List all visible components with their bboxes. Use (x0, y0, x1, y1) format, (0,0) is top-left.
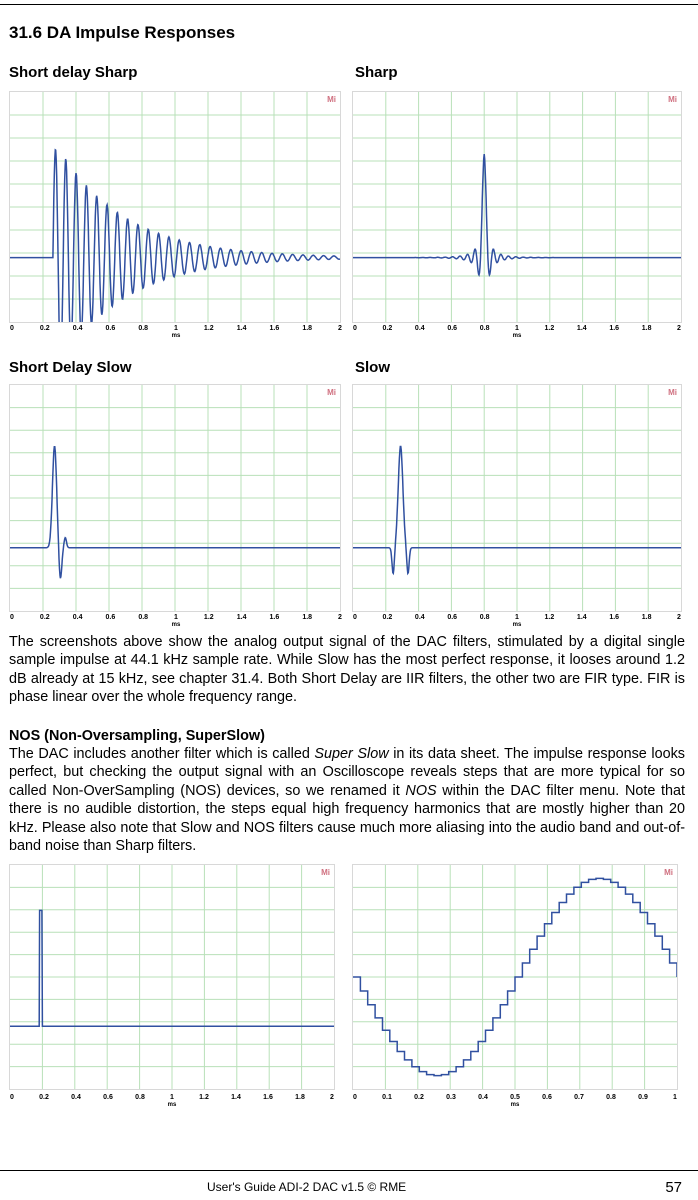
x-tick-label: 0.1 (382, 1094, 392, 1101)
x-tick-label: 0.6 (447, 614, 458, 621)
paragraph-nos (9, 745, 685, 855)
x-tick-label: 1.4 (236, 325, 247, 332)
x-tick-label: 0.4 (71, 1094, 81, 1101)
mi-badge: Mi (327, 95, 336, 104)
plot-svg (353, 865, 677, 1089)
x-tick-label: 1 (174, 325, 178, 332)
paragraph-nos-emphasis-2: NOS (405, 782, 437, 799)
plot-sharp (352, 91, 682, 323)
x-tick-label: 1.8 (302, 325, 313, 332)
x-axis (355, 614, 679, 630)
x-tick-label: 1.2 (203, 614, 214, 621)
x-tick-label: 0.4 (414, 614, 425, 621)
x-tick-label: 2 (677, 325, 681, 332)
plot-svg (353, 385, 681, 611)
plot-svg (10, 865, 334, 1089)
x-tick-label: 0.8 (138, 614, 149, 621)
x-tick-label: 0.8 (479, 325, 490, 332)
mi-badge: Mi (664, 868, 673, 877)
x-tick-label: 0 (353, 1094, 357, 1101)
x-unit-label: ms (167, 1102, 177, 1108)
x-tick-label: 1 (673, 1094, 677, 1101)
x-tick-label: 1.8 (641, 325, 652, 332)
x-tick-label: 1 (515, 614, 519, 621)
plot-short-delay-slow (9, 384, 341, 612)
x-tick-label: 1.2 (203, 325, 214, 332)
x-tick-label: 0 (10, 1094, 14, 1101)
x-unit-label: ms (171, 333, 181, 339)
x-unit-label: ms (171, 622, 181, 628)
x-axis (12, 614, 340, 630)
x-tick-label: 0.4 (478, 1094, 488, 1101)
plot-title-slow: Slow (355, 359, 391, 376)
x-tick-label: 2 (338, 325, 342, 332)
x-tick-label: 1.4 (231, 1094, 241, 1101)
paragraph-filters: The screenshots above show the analog output signal of the DAC filters, stimulated by a digital single sample impulse at 44.1 kHz sample rate. While Slow has the most perfect response, it looses around 1.2 dB already at 15 kHz, see chapter 31.4. Both Short Delay are IIR filters, the other two are FIR type. FIR is phase linear over the whole frequency range. (9, 634, 685, 706)
x-tick-label: 2 (677, 614, 681, 621)
page-number: 57 (665, 1179, 682, 1196)
plot-short-delay-sharp (9, 91, 341, 323)
plot-svg (353, 92, 681, 322)
x-unit-label: ms (510, 1102, 520, 1108)
header-rule (0, 4, 698, 5)
x-tick-label: 0 (353, 325, 357, 332)
x-tick-label: 1.2 (544, 614, 555, 621)
x-tick-label: 1.8 (302, 614, 313, 621)
x-tick-label: 0.2 (39, 1094, 49, 1101)
x-tick-label: 0.2 (39, 614, 50, 621)
x-tick-label: 0.6 (105, 325, 116, 332)
footer-text: User's Guide ADI-2 DAC v1.5 © RME (207, 1180, 407, 1194)
plot-nos-impulse (9, 864, 335, 1090)
mi-badge: Mi (668, 388, 677, 397)
x-tick-label: 0 (10, 325, 14, 332)
x-tick-label: 0.4 (72, 325, 83, 332)
x-tick-label: 0.9 (638, 1094, 648, 1101)
plot-svg (10, 92, 340, 322)
x-tick-label: 1.6 (263, 1094, 273, 1101)
plot-title-sharp: Sharp (355, 64, 398, 81)
x-tick-label: 1.6 (269, 325, 280, 332)
x-tick-label: 0.4 (414, 325, 425, 332)
x-tick-label: 1 (515, 325, 519, 332)
x-tick-label: 1.4 (576, 325, 587, 332)
x-tick-label: 0.6 (105, 614, 116, 621)
x-tick-label: 0.6 (447, 325, 458, 332)
x-tick-label: 1 (174, 614, 178, 621)
x-tick-label: 0.2 (382, 325, 393, 332)
plot-title-short-delay-slow: Short Delay Slow (9, 359, 132, 376)
x-tick-label: 0.2 (414, 1094, 424, 1101)
x-axis (12, 1094, 332, 1110)
x-tick-label: 0.8 (135, 1094, 145, 1101)
nos-heading: NOS (Non-Oversampling, SuperSlow) (9, 728, 265, 744)
x-tick-label: 0 (353, 614, 357, 621)
x-tick-label: 1 (170, 1094, 174, 1101)
paragraph-nos-part2: in its data sheet. The impulse response looks perfect, but checking the output signal with an Oscilloscope reveals steps that are more typical for so called Non-OverSampling (NOS) devices, so we renamed it (9, 746, 685, 799)
x-tick-label: 0.8 (606, 1094, 616, 1101)
x-axis (355, 325, 679, 341)
mi-badge: Mi (668, 95, 677, 104)
mi-badge: Mi (327, 388, 336, 397)
x-tick-label: 1.8 (641, 614, 652, 621)
x-unit-label: ms (512, 622, 522, 628)
x-tick-label: 1.4 (236, 614, 247, 621)
x-tick-label: 0.7 (574, 1094, 584, 1101)
x-axis (12, 325, 340, 341)
plot-svg (10, 385, 340, 611)
plot-title-short-delay-sharp: Short delay Sharp (9, 64, 138, 81)
x-tick-label: 2 (330, 1094, 334, 1101)
x-tick-label: 0.3 (446, 1094, 456, 1101)
x-tick-label: 0 (10, 614, 14, 621)
section-title: 31.6 DA Impulse Responses (9, 23, 236, 42)
x-tick-label: 0.4 (72, 614, 83, 621)
mi-badge: Mi (321, 868, 330, 877)
paragraph-nos-part3: within the DAC filter menu. Note that there is no audible distortion, the steps equal high frequency harmonics that are mostly higher than 20 kHz. Please also note that Slow and NOS filters cause much more aliasing into the audio band and out-of-band noise than Sharp filters. (9, 782, 686, 855)
x-tick-label: 0.5 (510, 1094, 520, 1101)
x-tick-label: 1.6 (609, 325, 620, 332)
paragraph-nos-emphasis-1: Super Slow (314, 746, 389, 762)
x-tick-label: 0.8 (479, 614, 490, 621)
x-tick-label: 1.8 (295, 1094, 305, 1101)
plot-nos-sine (352, 864, 678, 1090)
x-tick-label: 2 (338, 614, 342, 621)
x-tick-label: 1.6 (269, 614, 280, 621)
x-tick-label: 1.4 (576, 614, 587, 621)
footer-rule (0, 1170, 698, 1171)
x-tick-label: 1.6 (609, 614, 620, 621)
plot-slow (352, 384, 682, 612)
x-tick-label: 0.6 (542, 1094, 552, 1101)
x-tick-label: 0.6 (103, 1094, 113, 1101)
x-tick-label: 0.8 (138, 325, 149, 332)
x-unit-label: ms (512, 333, 522, 339)
x-axis (355, 1094, 675, 1110)
x-tick-label: 1.2 (544, 325, 555, 332)
x-tick-label: 0.2 (39, 325, 50, 332)
paragraph-nos-part1: The DAC includes another filter which is called (9, 746, 315, 762)
x-tick-label: 0.2 (382, 614, 393, 621)
x-tick-label: 1.2 (199, 1094, 209, 1101)
